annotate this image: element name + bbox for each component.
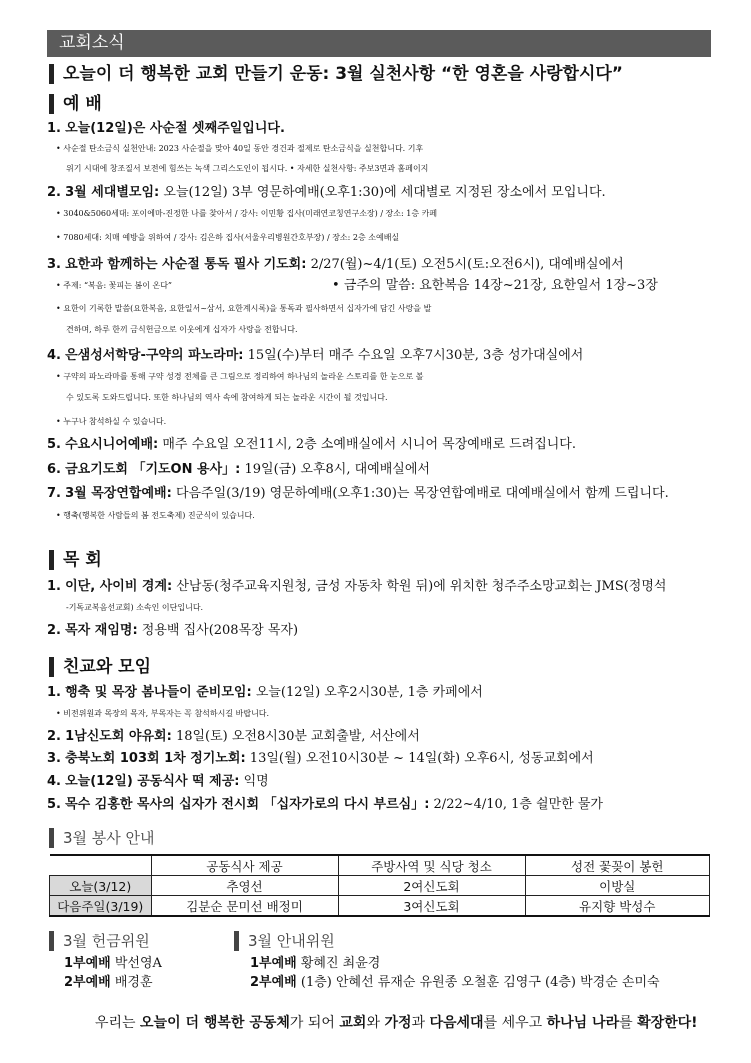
item-key: 목자 재임명: <box>65 623 138 638</box>
item-key: 수요시니어예배: <box>65 437 159 452</box>
fellowship-item-3 <box>47 750 712 768</box>
row-names: (1층) 안혜선 류재순 유원종 오철훈 김영구 (4층) 박경순 손미숙 <box>296 975 660 990</box>
bullet-text: 비전위원과 목장의 목자, 부목자는 꼭 참석하시길 바랍니다. <box>63 709 270 718</box>
worship-item-2 <box>47 184 712 202</box>
item-number: 7. <box>47 486 61 501</box>
worship-heading: 예 배 <box>49 94 102 114</box>
table-corner <box>50 855 152 876</box>
item-number: 1. <box>47 579 61 594</box>
worship-item-1 <box>47 120 712 138</box>
pastoral-item-1 <box>47 578 712 596</box>
fellowship-heading: 친교와 모임 <box>49 657 151 677</box>
table-cell: 3여신도회 <box>338 896 525 917</box>
pastoral-item-1-cont: -기독교복음선교회) 소속인 이단입니다. <box>66 603 204 612</box>
offering-row-2 <box>64 973 153 992</box>
item-text: 19일(금) 오후8시, 대예배실에서 <box>240 462 430 477</box>
item-text: 15일(수)부터 매주 수요일 오후7시30분, 3층 성가대실에서 <box>243 348 584 363</box>
bullet-text: 3040&5060세대: 포이에마-진정한 나를 찾아서 / 강사: 이민황 집사(미래연코칭연구소장) / 장소: 1층 카페 <box>63 209 438 218</box>
fellowship-item-1-bullet: • 비전위원과 목장의 목자, 부목자는 꼭 참석하시길 바랍니다. <box>56 709 270 718</box>
fellowship-item-1 <box>47 684 712 702</box>
item-text: 2/27(월)~4/1(토) 오전5시(토:오전6시), 대예배실에서 <box>306 257 624 272</box>
pastoral-heading: 목 회 <box>49 550 102 570</box>
worship-item-1-bullet: • 사순절 탄소금식 실천안내: 2023 사순절을 맞아 40일 동안 경건과 절제로 탄소금식을 실천합니다. 기후 <box>56 144 424 153</box>
bullet-text: 누구나 참석하실 수 있습니다. <box>63 417 167 426</box>
row-label: 1부예배 <box>64 956 111 971</box>
usher-heading: 3월 안내위원 <box>234 931 335 951</box>
worship-item-2-bullet-2: • 7080세대: 치매 예방을 위하여 / 강사: 김은하 집사(서울우리병원간호부장) / 장소: 2층 소예배실 <box>56 233 400 242</box>
offering-row-1 <box>64 954 162 973</box>
item-number: 1. <box>47 685 61 700</box>
row-label: 2부예배 <box>64 975 111 990</box>
item-key: 오늘(12일) 공동식사 떡 제공: <box>65 774 240 789</box>
item-text: 산남동(청주교육지원청, 금성 자동차 학원 뒤)에 위치한 청주주소망교회는 JMS(정명석 <box>172 579 667 594</box>
item-number: 3. <box>47 257 61 272</box>
motto-emphasis: 교회 <box>339 1015 367 1031</box>
item-number: 4. <box>47 348 61 363</box>
item-text: 다음주일(3/19) 영문하예배(오후1:30)는 목장연합예배로 대예배실에서 함께 드립니다. <box>171 486 669 501</box>
table-row <box>50 876 710 896</box>
item-number: 2. <box>47 729 61 744</box>
item-text: 13일(월) 오전10시30분 ~ 14일(화) 오후6시, 성동교회에서 <box>245 751 594 766</box>
table-cell: 이방실 <box>525 876 710 896</box>
table-cell: 유지향 박성수 <box>525 896 710 917</box>
usher-row-1 <box>250 954 380 973</box>
item-number: 3. <box>47 751 61 766</box>
bullet-text: 주제: “복음: 꽃피는 봄이 온다” <box>63 281 173 290</box>
service-heading: 3월 봉사 안내 <box>49 828 155 848</box>
motto-text: 를 세우고 <box>483 1015 547 1031</box>
item-key: 은샘성서학당-구약의 파노라마: <box>65 348 244 363</box>
item-number: 5. <box>47 437 61 452</box>
worship-item-3-bullet-2: • 요한이 기록한 말씀(요한복음, 요한일서~삼서, 요한계시록)을 통독과 필사하면서 십자가에 담긴 사랑을 발 <box>56 304 432 313</box>
table-header-row <box>50 855 710 876</box>
motto-emphasis: 확장한다! <box>637 1015 698 1031</box>
worship-item-6 <box>47 461 712 479</box>
worship-item-3-bullet-2-cont: 견하며, 하루 한끼 금식헌금으로 이웃에게 십자가 사랑을 전합니다. <box>66 325 298 334</box>
motto-emphasis: 하나님 나라 <box>546 1015 620 1031</box>
table-cell: 2여신도회 <box>338 876 525 896</box>
item-number: 5. <box>47 797 61 812</box>
motto-emphasis: 오늘이 더 행복한 공동체 <box>140 1015 290 1031</box>
item-key: 1남신도회 야유회: <box>65 729 172 744</box>
title-bar: 교회소식 <box>47 30 711 57</box>
column-header: 공동식사 제공 <box>151 855 338 876</box>
item-key: 목수 김홍한 목사의 십자가 전시회 「십자가로의 다시 부르심」: <box>65 797 430 812</box>
item-text: 익명 <box>239 774 269 789</box>
row-names: 박선영A <box>110 956 162 971</box>
item-number: 1. <box>47 121 61 136</box>
item-number: 6. <box>47 462 61 477</box>
bullet-text: 행축(행복한 사람들의 봄 전도축제) 진군식이 있습니다. <box>63 511 255 520</box>
item-key: 충북노회 103회 1차 정기노회: <box>65 751 246 766</box>
bullet-text: 구약의 파노라마를 통해 구약 성경 전체를 큰 그림으로 정리하여 하나님의 놀라운 스토리를 한 눈으로 볼 <box>63 372 424 381</box>
bullet-text: 7080세대: 치매 예방을 위하여 / 강사: 김은하 집사(서울우리병원간호부장) / 장소: 2층 소예배실 <box>63 233 400 242</box>
table-row <box>50 896 710 917</box>
pastoral-item-2 <box>47 622 712 640</box>
item-text: 매주 수요일 오전11시, 2층 소예배실에서 시니어 목장예배로 드려집니다. <box>158 437 576 452</box>
row-label: 다음주일(3/19) <box>50 896 152 917</box>
motto-text: 가 되어 <box>289 1015 340 1031</box>
item-number: 2. <box>47 185 61 200</box>
item-key: 요한과 함께하는 사순절 통독 필사 기도회: <box>65 257 307 272</box>
item-number: 4. <box>47 774 61 789</box>
worship-item-3-bullet-1: • 주제: “복음: 꽃피는 봄이 온다” <box>56 281 173 290</box>
worship-item-7 <box>47 485 712 503</box>
worship-item-3 <box>47 256 712 274</box>
row-names: 황혜진 최윤경 <box>296 956 381 971</box>
bullet-text: 요한이 기록한 말씀(요한복음, 요한일서~삼서, 요한계시록)을 통독과 필사하면서 십자가에 담긴 사랑을 발 <box>63 304 432 313</box>
fellowship-item-2 <box>47 728 712 746</box>
column-header: 성전 꽃꽂이 봉헌 <box>525 855 710 876</box>
usher-row-2 <box>250 973 660 992</box>
fellowship-item-4 <box>47 773 712 791</box>
motto-text: 과 <box>411 1015 430 1031</box>
service-table <box>49 854 710 917</box>
item-key: 3월 목장연합예배: <box>65 486 172 501</box>
motto-text: 우리는 <box>95 1015 141 1031</box>
motto-text: 와 <box>366 1015 385 1031</box>
worship-item-5 <box>47 436 712 454</box>
table-cell: 김분순 문미선 배정미 <box>151 896 338 917</box>
bullet-text: 사순절 탄소금식 실천안내: 2023 사순절을 맞아 40일 동안 경건과 절제로 탄소금식을 실천합니다. 기후 <box>63 144 424 153</box>
item-text: 2/22~4/10, 1층 쉴만한 물가 <box>429 797 603 812</box>
worship-item-4-bullet-2: • 누구나 참석하실 수 있습니다. <box>56 417 167 426</box>
row-label: 1부예배 <box>250 956 297 971</box>
worship-item-2-bullet-1: • 3040&5060세대: 포이에마-진정한 나를 찾아서 / 강사: 이민황 집사(미래연코칭연구소장) / 장소: 1층 카페 <box>56 209 438 218</box>
table-cell: 추영선 <box>151 876 338 896</box>
worship-item-3-bullet-1b: • 금주의 말씀: 요한복음 14장~21장, 요한일서 1장~3장 <box>332 278 658 293</box>
item-text: 오늘(12일)은 사순절 셋째주일입니다. <box>65 121 285 136</box>
row-label: 오늘(3/12) <box>50 876 152 896</box>
church-motto <box>95 1012 698 1032</box>
item-key: 금요기도회 「기도ON 용사」: <box>65 462 241 477</box>
motto-emphasis: 가정 <box>384 1015 412 1031</box>
column-header: 주방사역 및 식당 청소 <box>338 855 525 876</box>
row-label: 2부예배 <box>250 975 297 990</box>
item-text: 오늘(12일) 오후2시30분, 1층 카페에서 <box>251 685 483 700</box>
campaign-heading: 오늘이 더 행복한 교회 만들기 운동: 3월 실천사항 “한 영혼을 사랑합시다” <box>49 64 623 84</box>
item-key: 이단, 사이비 경계: <box>65 579 173 594</box>
item-text: 정용백 집사(208목장 목자) <box>137 623 299 638</box>
bullet-text: 금주의 말씀: 요한복음 14장~21장, 요한일서 1장~3장 <box>343 278 658 293</box>
row-names: 배경훈 <box>110 975 153 990</box>
worship-item-7-bullet: • 행축(행복한 사람들의 봄 전도축제) 진군식이 있습니다. <box>56 511 255 520</box>
fellowship-item-5 <box>47 796 712 814</box>
item-text: 오늘(12일) 3부 영문하예배(오후1:30)에 세대별로 지정된 장소에서 모입니다. <box>159 185 606 200</box>
motto-text: 를 <box>619 1015 638 1031</box>
worship-item-4-bullet-1-cont: 수 있도록 도와드립니다. 또한 하나님의 역사 속에 참여하게 되는 놀라운 시간이 될 것입니다. <box>66 393 388 402</box>
item-key: 행축 및 목장 봄나들이 준비모임: <box>65 685 252 700</box>
item-number: 2. <box>47 623 61 638</box>
item-key: 3월 세대별모임: <box>65 185 160 200</box>
worship-item-1-bullet-cont: 위기 시대에 창조질서 보전에 힘쓰는 녹색 그리스도인이 됩시다. • 자세한 실천사항: 주보3면과 홈페이지 <box>66 164 429 173</box>
worship-item-4 <box>47 347 712 365</box>
offering-heading: 3월 헌금위원 <box>49 931 150 951</box>
item-text: 18일(토) 오전8시30분 교회출발, 서산에서 <box>171 729 420 744</box>
worship-item-4-bullet-1: • 구약의 파노라마를 통해 구약 성경 전체를 큰 그림으로 정리하여 하나님의 놀라운 스토리를 한 눈으로 볼 <box>56 372 424 381</box>
motto-emphasis: 다음세대 <box>429 1015 484 1031</box>
